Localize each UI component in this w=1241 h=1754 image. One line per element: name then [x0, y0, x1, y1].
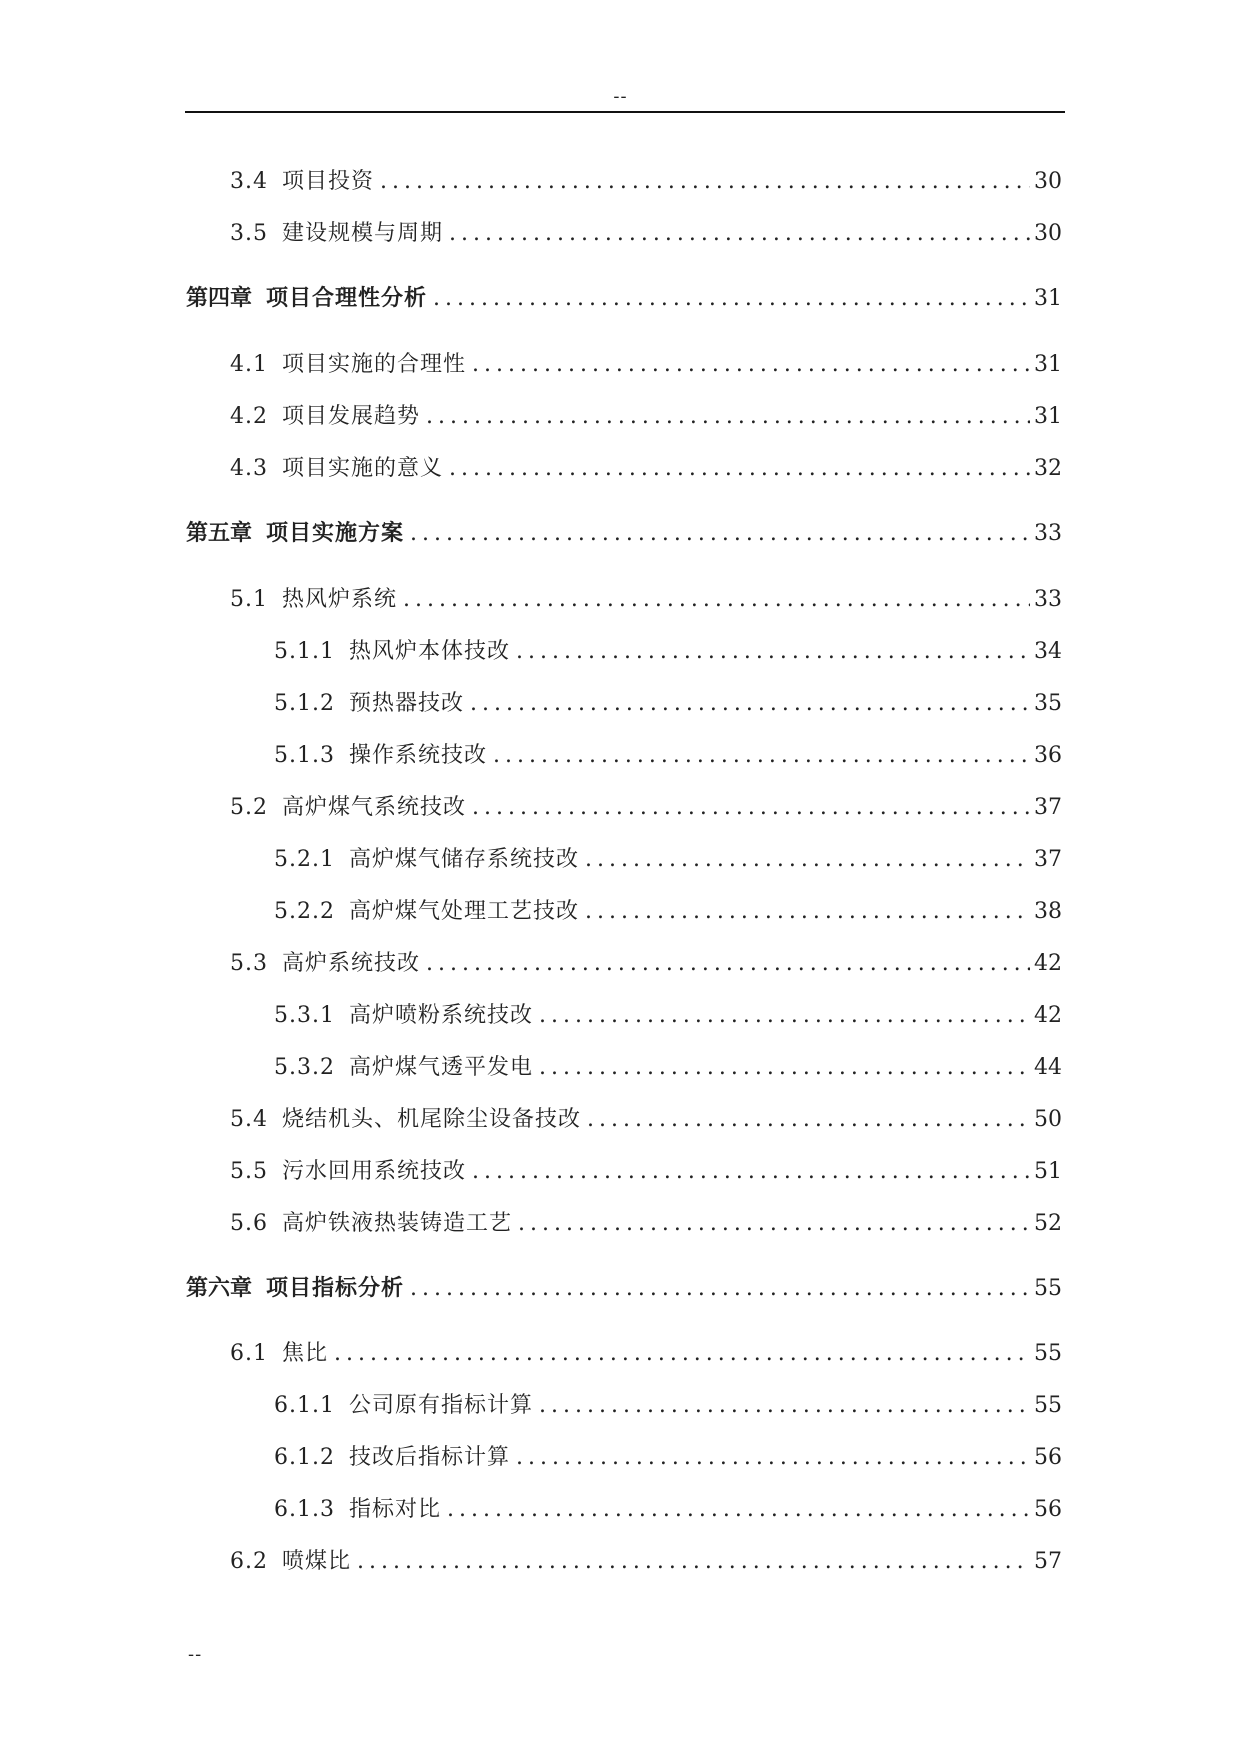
toc-chapter-number: 第四章 — [186, 286, 253, 311]
toc-dot-leader — [472, 1156, 1030, 1188]
toc-entry-number: 5.2.1 — [274, 847, 335, 872]
toc-subentry[interactable] — [274, 636, 1062, 668]
toc-entry-number: 5.1.1 — [274, 639, 335, 664]
toc-entry-page: 55 — [1034, 1276, 1062, 1301]
toc-entry-title: 热风炉系统 — [282, 587, 398, 612]
toc-dot-leader — [334, 1338, 1030, 1370]
toc-entry-title: 项目发展趋势 — [282, 404, 421, 429]
toc-entry-page: 33 — [1034, 521, 1062, 546]
toc-dot-leader — [539, 1052, 1030, 1084]
toc-chapter-title: 项目实施方案 — [266, 521, 405, 546]
toc-entry-number: 5.3 — [230, 951, 268, 976]
toc-entry-page: 50 — [1034, 1107, 1062, 1132]
toc-entry-page: 36 — [1034, 743, 1062, 768]
toc-entry-number: 5.1.2 — [274, 691, 335, 716]
toc-chapter-title: 项目指标分析 — [266, 1276, 405, 1301]
toc-dot-leader — [410, 518, 1030, 550]
toc-dot-leader — [585, 896, 1030, 928]
toc-entry-title: 操作系统技改 — [348, 743, 487, 768]
toc-entry[interactable] — [230, 166, 1062, 198]
toc-entry-number: 4.1 — [230, 352, 268, 377]
toc-entry-page: 35 — [1034, 691, 1062, 716]
toc-entry-number: 5.4 — [230, 1107, 268, 1132]
toc-entry-title: 污水回用系统技改 — [282, 1159, 467, 1184]
toc-entry-number: 3.5 — [230, 221, 268, 246]
header-mark: -- — [613, 86, 628, 107]
toc-entry-number: 6.1.3 — [274, 1497, 335, 1522]
toc-dot-leader — [410, 1273, 1030, 1305]
toc-subentry[interactable] — [274, 844, 1062, 876]
toc-entry-title: 技改后指标计算 — [348, 1445, 510, 1470]
toc-entry-page: 55 — [1034, 1393, 1062, 1418]
toc-dot-leader — [426, 948, 1030, 980]
toc-entry-page: 42 — [1034, 951, 1062, 976]
toc-dot-leader — [447, 1494, 1030, 1526]
toc-entry-title: 预热器技改 — [348, 691, 464, 716]
toc-subentry[interactable] — [274, 1442, 1062, 1474]
toc-entry-title: 高炉煤气透平发电 — [348, 1055, 533, 1080]
toc-entry-title: 项目实施的合理性 — [282, 352, 467, 377]
toc-dot-leader — [433, 283, 1030, 315]
toc-entry-title: 高炉煤气储存系统技改 — [348, 847, 579, 872]
toc-entry-page: 31 — [1034, 286, 1062, 311]
toc-entry-page: 52 — [1034, 1211, 1062, 1236]
toc-chapter-entry[interactable] — [186, 1273, 1062, 1305]
toc-entry[interactable] — [230, 1156, 1062, 1188]
toc-entry-page: 30 — [1034, 169, 1062, 194]
toc-entry-title: 公司原有指标计算 — [348, 1393, 533, 1418]
footer-mark: -- — [188, 1644, 203, 1665]
toc-entry-page: 57 — [1034, 1549, 1062, 1574]
toc-dot-leader — [357, 1546, 1030, 1578]
toc-entry-title: 高炉煤气处理工艺技改 — [348, 899, 579, 924]
toc-dot-leader — [403, 584, 1030, 616]
toc-entry-number: 6.1.1 — [274, 1393, 335, 1418]
toc-entry-number: 5.2 — [230, 795, 268, 820]
toc-dot-leader — [516, 1442, 1030, 1474]
toc-subentry[interactable] — [274, 1000, 1062, 1032]
toc-subentry[interactable] — [274, 1390, 1062, 1422]
toc-entry[interactable] — [230, 453, 1062, 485]
toc-entry[interactable] — [230, 1208, 1062, 1240]
toc-subentry[interactable] — [274, 740, 1062, 772]
toc-entry-number: 5.6 — [230, 1211, 268, 1236]
toc-dot-leader — [516, 636, 1030, 668]
toc-entry[interactable] — [230, 401, 1062, 433]
toc-dot-leader — [587, 1104, 1030, 1136]
toc-entry-page: 56 — [1034, 1445, 1062, 1470]
toc-entry-title: 焦比 — [282, 1341, 329, 1366]
toc-entry-page: 38 — [1034, 899, 1062, 924]
toc-entry[interactable] — [230, 792, 1062, 824]
toc-dot-leader — [472, 792, 1030, 824]
toc-dot-leader — [449, 453, 1030, 485]
toc-entry-title: 高炉煤气系统技改 — [282, 795, 467, 820]
toc-entry-page: 32 — [1034, 456, 1062, 481]
toc-entry-title: 指标对比 — [348, 1497, 441, 1522]
toc-entry-page: 56 — [1034, 1497, 1062, 1522]
toc-dot-leader — [493, 740, 1030, 772]
toc-entry-number: 5.3.2 — [274, 1055, 335, 1080]
toc-entry[interactable] — [230, 1104, 1062, 1136]
toc-entry-number: 4.3 — [230, 456, 268, 481]
toc-entry-page: 33 — [1034, 587, 1062, 612]
toc-entry-number: 6.1 — [230, 1341, 268, 1366]
toc-entry-number: 5.5 — [230, 1159, 268, 1184]
toc-subentry[interactable] — [274, 1052, 1062, 1084]
toc-dot-leader — [380, 166, 1030, 198]
toc-entry-title: 项目投资 — [282, 169, 375, 194]
toc-entry-title: 项目实施的意义 — [282, 456, 444, 481]
toc-entry-page: 37 — [1034, 847, 1062, 872]
toc-entry-page: 55 — [1034, 1341, 1062, 1366]
toc-chapter-number: 第六章 — [186, 1276, 253, 1301]
toc-entry[interactable] — [230, 349, 1062, 381]
toc-entry-number: 6.1.2 — [274, 1445, 335, 1470]
toc-subentry[interactable] — [274, 1494, 1062, 1526]
toc-entry-number: 3.4 — [230, 169, 268, 194]
toc-subentry[interactable] — [274, 688, 1062, 720]
toc-entry-page: 31 — [1034, 404, 1062, 429]
toc-chapter-entry[interactable] — [186, 518, 1062, 550]
toc-entry-number: 5.3.1 — [274, 1003, 335, 1028]
toc-entry-title: 高炉喷粉系统技改 — [348, 1003, 533, 1028]
toc-entry[interactable] — [230, 218, 1062, 250]
toc-entry-title: 建设规模与周期 — [282, 221, 444, 246]
toc-dot-leader — [585, 844, 1030, 876]
toc-entry-page: 31 — [1034, 352, 1062, 377]
toc-dot-leader — [449, 218, 1030, 250]
toc-entry-title: 热风炉本体技改 — [348, 639, 510, 664]
toc-entry-page: 42 — [1034, 1003, 1062, 1028]
toc-entry-number: 5.1.3 — [274, 743, 335, 768]
toc-entry-number: 5.1 — [230, 587, 268, 612]
toc-chapter-entry[interactable] — [186, 283, 1062, 315]
toc-entry-page: 37 — [1034, 795, 1062, 820]
toc-chapter-number: 第五章 — [186, 521, 253, 546]
toc-entry[interactable] — [230, 948, 1062, 980]
toc-entry-title: 高炉铁液热装铸造工艺 — [282, 1211, 513, 1236]
toc-dot-leader — [539, 1390, 1030, 1422]
toc-entry-number: 6.2 — [230, 1549, 268, 1574]
toc-chapter-title: 项目合理性分析 — [266, 286, 428, 311]
toc-entry[interactable] — [230, 584, 1062, 616]
toc-entry-page: 44 — [1034, 1055, 1062, 1080]
toc-dot-leader — [426, 401, 1030, 433]
toc-entry-page: 30 — [1034, 221, 1062, 246]
toc-entry-page: 34 — [1034, 639, 1062, 664]
toc-dot-leader — [470, 688, 1030, 720]
toc-entry-number: 5.2.2 — [274, 899, 335, 924]
toc-entry-number: 4.2 — [230, 404, 268, 429]
toc-dot-leader — [539, 1000, 1030, 1032]
toc-dot-leader — [518, 1208, 1030, 1240]
toc-entry[interactable] — [230, 1338, 1062, 1370]
toc-subentry[interactable] — [274, 896, 1062, 928]
toc-entry-title: 烧结机头、机尾除尘设备技改 — [282, 1107, 582, 1132]
toc-entry-title: 喷煤比 — [282, 1549, 352, 1574]
toc-dot-leader — [472, 349, 1030, 381]
toc-entry-page: 51 — [1034, 1159, 1062, 1184]
toc-entry[interactable] — [230, 1546, 1062, 1578]
toc-entry-title: 高炉系统技改 — [282, 951, 421, 976]
